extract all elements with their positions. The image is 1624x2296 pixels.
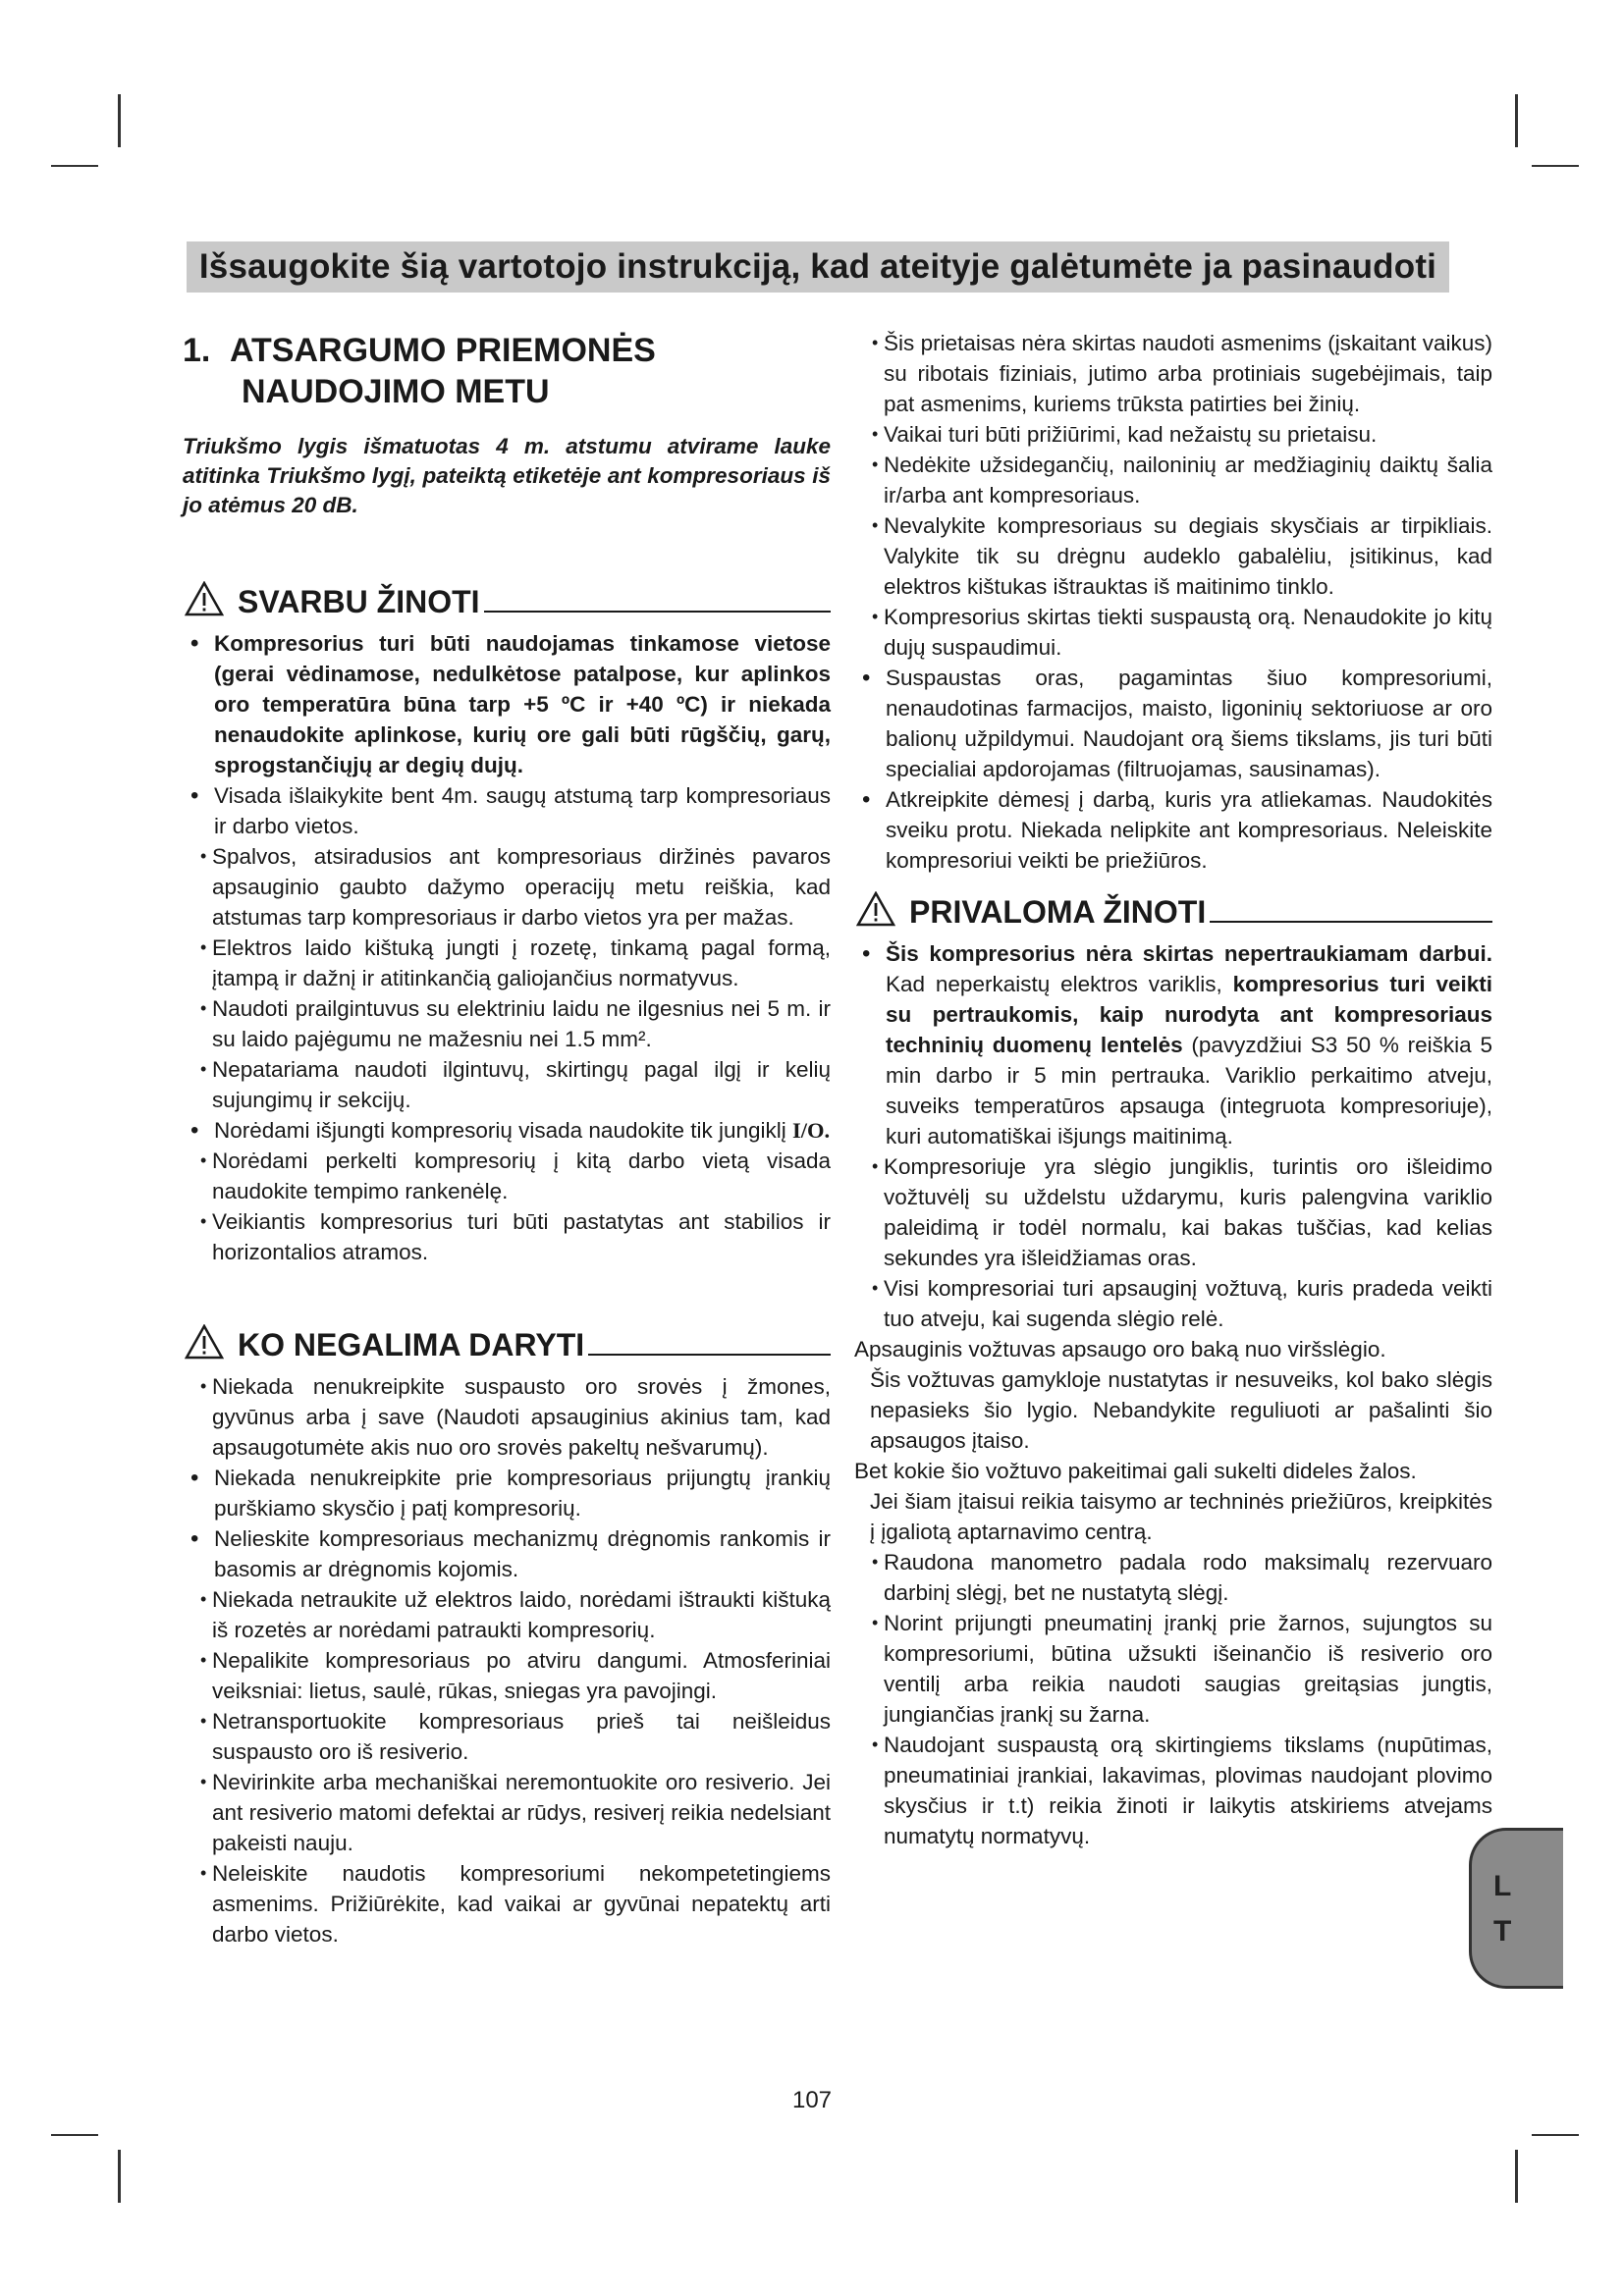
crop-mark	[1515, 94, 1518, 147]
list-item: • Nelieskite kompresoriaus mechanizmų drėgnomis rankomis ir basomis ar drėgnomis kojomis.	[183, 1523, 831, 1584]
list-item: • Suspaustas oras, pagamintas šiuo kompresoriumi, nenaudotinas farmacijos, maisto, ligoninių sektoriuose ar oro balionų užpildymui. Naudojant orą šiems tikslams, jis turi būti specialiai apdorojamas (filtruojamas, sausinamas).	[854, 663, 1492, 784]
paragraph: Bet kokie šio vožtuvo pakeitimai gali sukelti dideles žalos.	[854, 1459, 1417, 1483]
negalima-heading	[183, 1320, 831, 1363]
section-title-line1: ATSARGUMO PRIEMONĖS	[230, 332, 656, 369]
svarbu-heading	[183, 577, 831, 620]
list-item: • Visi kompresoriai turi apsauginį vožtuvą, kuris pradeda veikti tuo atveju, kai sugenda slėgio relė.	[854, 1273, 1492, 1334]
list-item: • Nevalykite kompresoriaus su degiais skysčiais ar tirpikliais. Valykite tik su drėgnu audeklo gabalėliu, įsitikinus, kad elektros kištukas ištrauktas iš maitinimo tinklo.	[854, 510, 1492, 602]
list-item-bold: kompresorius turi veikti su pertraukomis, kaip nurodyta ant kompresoriaus techninių duomenų lentelės	[886, 972, 1492, 1057]
list-item: • Šis prietaisas nėra skirtas naudoti asmenims (įskaitant vaikus) su ribotais fiziniais, jutimo arba protiniais sugebėjimais, taip pat asmenims, kuriems trūksta patirties bei žinių.	[854, 328, 1492, 419]
section-title	[183, 330, 831, 412]
list-item: • Norėdami perkelti kompresorių į kitą darbo vietą visada naudokite tempimo rankenėlę.	[183, 1146, 831, 1206]
crop-mark	[1515, 2150, 1518, 2203]
warning-icon	[185, 1324, 224, 1360]
list-item: • Norint prijungti pneumatinį įrankį prie žarnos, sujungtos su kompresoriumi, būtina užsukti išeinančio iš resiverio oro ventilį arba reikia naudoti saugias greitąsias jungtis, jungiančias įrankį su žarna.	[854, 1608, 1492, 1730]
list-item: • Kompresoriuje yra slėgio jungiklis, turintis oro išleidimo vožtuvėlį su uždelstu uždarymu, kuris palengvina variklio paleidimą ir todėl normalu, kai bakas tuščias, kad kelias sekundes yra išleidžiamas oras.	[854, 1151, 1492, 1273]
crop-mark	[51, 165, 98, 167]
right-column	[854, 328, 1492, 1851]
paragraph: Apsauginis vožtuvas apsaugo oro baką nuo viršslėgio.	[854, 1337, 1386, 1362]
list-item: • Visada išlaikykite bent 4m. saugų atstumą tarp kompresoriaus ir darbo vietos.	[183, 780, 831, 841]
page-number: 107	[791, 2087, 833, 2113]
negalima-list	[183, 1371, 831, 1949]
tab-letter: L	[1493, 1870, 1512, 1902]
list-item: • Veikiantis kompresorius turi būti pastatytas ant stabilios ir horizontalios atramos.	[183, 1206, 831, 1267]
list-item: • Naudojant suspaustą orą skirtingiems tikslams (nupūtimas, pneumatiniai įrankiai, lakavimas, plovimas naudojant plovimo skysčius ir t.t) reikia žinoti ir laikytis atskiriems atvejams numatytų normatyvų.	[854, 1730, 1492, 1851]
list-item: • Elektros laido kištuką jungti į rozetę, tinkamą pagal formą, įtampą ir dažnį ir atitinkančią galiojančius normatyvus.	[183, 933, 831, 993]
list-item: • Naudoti prailgintuvus su elektriniu laidu ne ilgesnius nei 5 m. ir su laido pajėgumu ne mažesniu nei 1.5 mm².	[183, 993, 831, 1054]
switch-label: I/O.	[792, 1118, 831, 1143]
list-item: • Neleiskite naudotis kompresoriumi nekompetetingiems asmenims. Prižiūrėkite, kad vaikai ar gyvūnai nepatektų arti darbo vietos.	[183, 1858, 831, 1949]
tab-letter: T	[1493, 1915, 1512, 1948]
list-item-text: Norėdami išjungti kompresorių visada naudokite tik jungiklį	[214, 1118, 786, 1143]
heading-rule	[1210, 921, 1492, 923]
language-tab	[1469, 1828, 1563, 1989]
list-item: • Kompresorius skirtas tiekti suspaustą orą. Nenaudokite jo kitų dujų suspaudimui.	[854, 602, 1492, 663]
heading-rule	[484, 611, 831, 613]
list-item	[854, 938, 1492, 1151]
privaloma-list	[854, 938, 1492, 1851]
paragraph: Jei šiam įtaisui reikia taisymo ar techninės priežiūros, kreipkitės į įgaliotą aptarnavimo centrą.	[870, 1489, 1492, 1544]
banner-text: Išsaugokite šią vartotojo instrukciją, kad ateityje galėtumėte ja pasinaudoti	[198, 247, 1437, 286]
list-item: • Niekada nenukreipkite prie kompresoriaus prijungtų įrankių purškiamo skysčio į patį kompresorių.	[183, 1463, 831, 1523]
list-item-text: (pavyzdžiui S3 50 % reiškia 5 min darbo ir 5 min pertrauka. Variklio perkaitimo atveju, suveiks temperatūros apsauga (integruota kompresoriuje), kuri automatiškai išjungs maitinimą.	[886, 1033, 1492, 1148]
list-item: • Nepatariama naudoti ilgintuvų, skirtingų pagal ilgį ir kelių sujungimų ir sekcijų.	[183, 1054, 831, 1115]
noise-intro: Triukšmo lygis išmatuotas 4 m. atstumu atvirame lauke atitinka Triukšmo lygį, pateiktą etiketėje ant kompresoriaus iš jo atėmus 20 dB.	[183, 434, 831, 517]
list-item: • Netransportuokite kompresoriaus prieš tai neišleidus suspausto oro iš resiverio.	[183, 1706, 831, 1767]
list-item: • Niekada netraukite už elektros laido, norėdami ištraukti kištuką iš rozetės ar norėdami patraukti kompresorių.	[183, 1584, 831, 1645]
crop-mark	[118, 94, 121, 147]
list-item: • Nepalikite kompresoriaus po atviru dangumi. Atmosferiniai veiksniai: lietus, saulė, rūkas, sniegas yra pavojingi.	[183, 1645, 831, 1706]
list-item-bold: Šis kompresorius nėra skirtas nepertraukiamam darbui.	[886, 941, 1492, 966]
list-item-text: Kad neperkaistų elektros variklis,	[886, 972, 1233, 996]
section-title-line2: NAUDOJIMO METU	[242, 373, 550, 410]
right-top-list	[854, 328, 1492, 876]
heading-rule	[588, 1354, 831, 1356]
privaloma-heading-text: PRIVALOMA ŽINOTI	[909, 894, 1207, 930]
crop-mark	[118, 2150, 121, 2203]
paragraph: Šis vožtuvas gamykloje nustatytas ir nesuveiks, kol bako slėgis nepasieks šio lygio. Nebandykite reguliuoti ar pašalinti šio apsaugos įtaiso.	[870, 1367, 1492, 1453]
left-column	[183, 324, 831, 1949]
title-banner	[187, 241, 1449, 293]
list-item	[183, 1115, 831, 1146]
list-item: • Vaikai turi būti prižiūrimi, kad nežaistų su prietaisu.	[854, 419, 1492, 450]
list-item: • Kompresorius turi būti naudojamas tinkamose vietose (gerai vėdinamose, nedulkėtose patalpose, kur aplinkos oro temperatūra būna tarp +5 ºC ir +40 ºC) ir niekada nenaudokite aplinkose, kurių ore gali būti rūgščių, garų, sprogstančiųjų ar degių dujų.	[183, 628, 831, 780]
list-item: • Atkreipkite dėmesį į darbą, kuris yra atliekamas. Naudokitės sveiku protu. Niekada nelipkite ant kompresoriaus. Neleiskite kompresoriui veikti be priežiūros.	[854, 784, 1492, 876]
svarbu-list	[183, 628, 831, 1267]
section-number: 1.	[183, 332, 211, 369]
list-item: • Nedėkite užsidegančių, nailoninių ar medžiaginių daiktų šalia ir/arba ant kompresoriaus.	[854, 450, 1492, 510]
privaloma-heading	[854, 887, 1492, 931]
list-item: • Raudona manometro padala rodo maksimalų rezervuaro darbinį slėgį, bet ne nustatytą slėgį.	[854, 1547, 1492, 1608]
negalima-heading-text: KO NEGALIMA DARYTI	[238, 1327, 585, 1362]
list-item: • Nevirinkite arba mechaniškai neremontuokite oro resiverio. Jei ant resiverio matomi defektai ar rūdys, resiverį reikia nedelsiant pakeisti nauju.	[183, 1767, 831, 1858]
warning-icon	[185, 581, 224, 616]
crop-mark	[51, 2134, 98, 2136]
crop-mark	[1532, 165, 1579, 167]
crop-mark	[1532, 2134, 1579, 2136]
list-item: • Spalvos, atsiradusios ant kompresoriaus diržinės pavaros apsauginio gaubto dažymo operacijų metu reiškia, kad atstumas tarp kompresoriaus ir darbo vietos yra per mažas.	[183, 841, 831, 933]
warning-icon	[856, 891, 895, 927]
list-item: • Niekada nenukreipkite suspausto oro srovės į žmones, gyvūnus arba į save (Naudoti apsauginius akinius tam, kad apsaugotumėte akis nuo oro srovės pakeltų nešvarumų).	[183, 1371, 831, 1463]
svarbu-heading-text: SVARBU ŽINOTI	[238, 584, 480, 619]
